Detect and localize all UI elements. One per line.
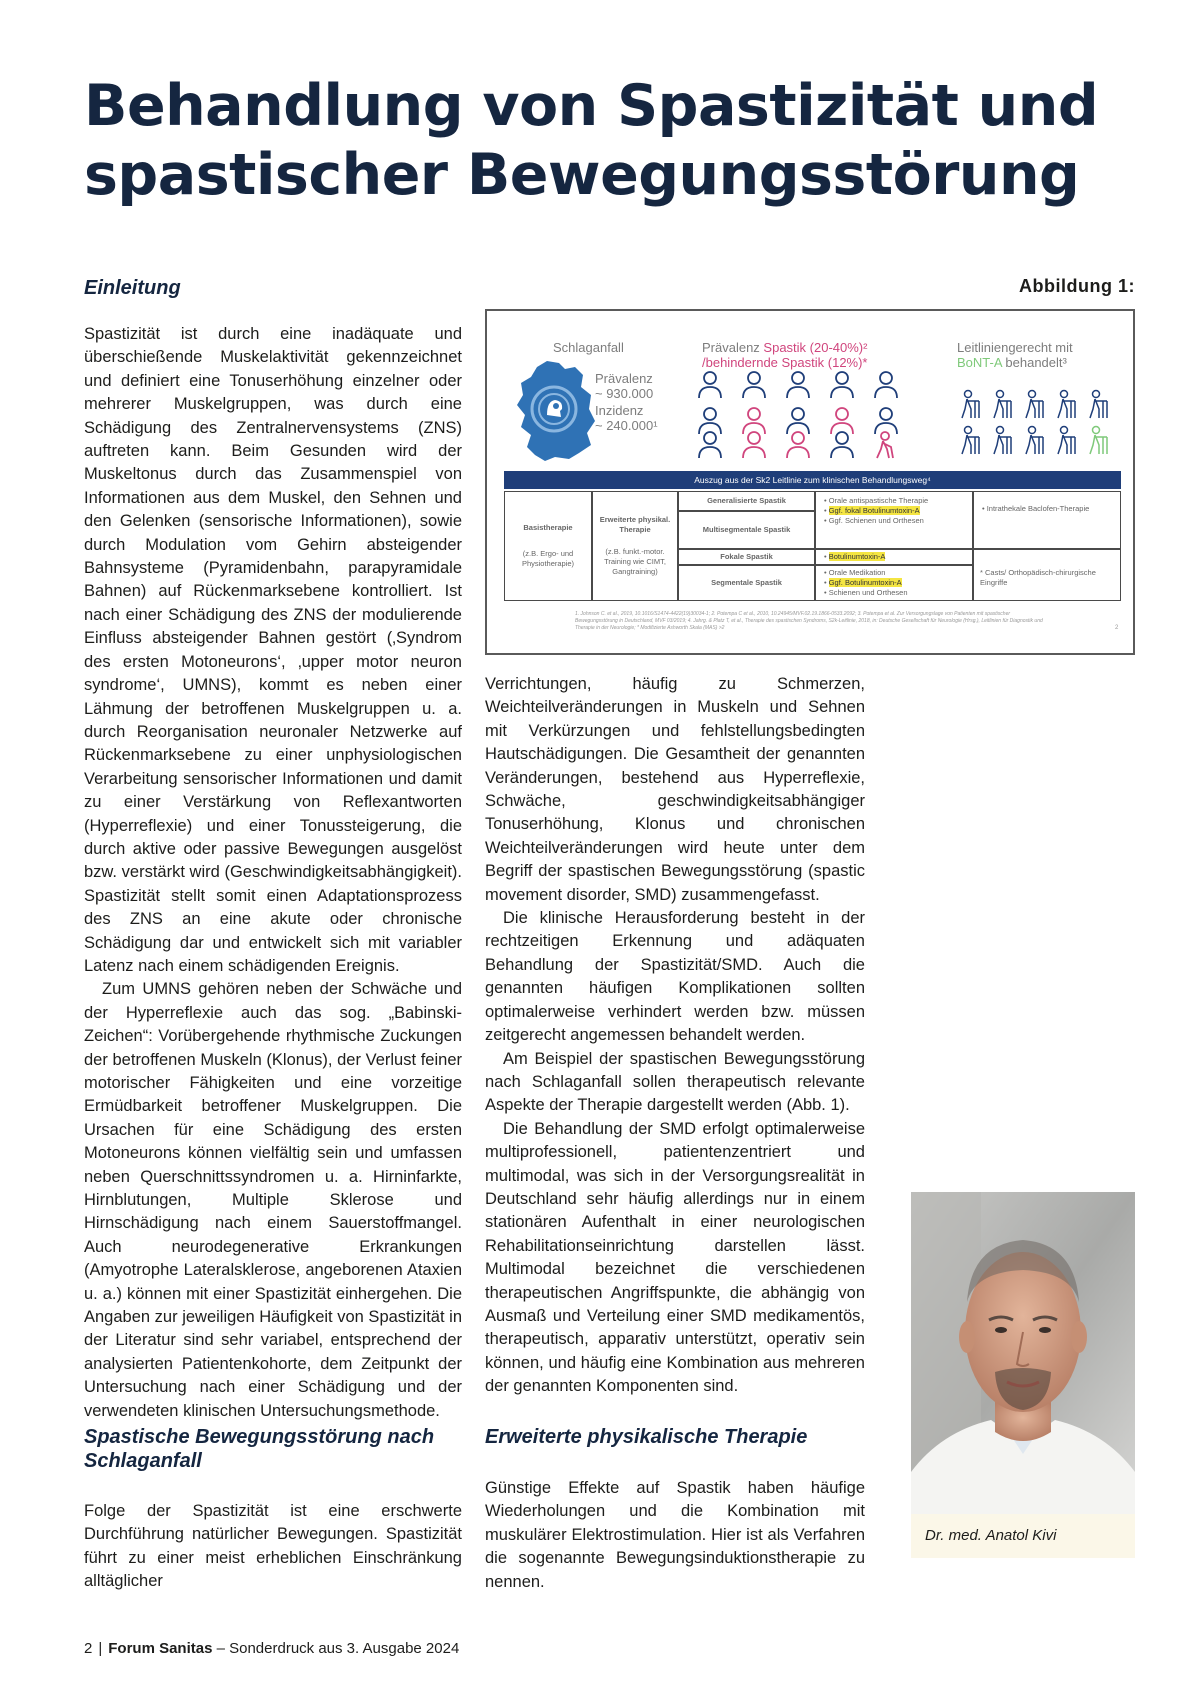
paragraph: Verrichtungen, häufig zu Schmerzen, Weichteilveränderungen in Muskeln und Sehnen mit Verkürzungen und fehlstellungsbedingten Hautschädigungen. Die Gesamtheit der genannten Veränderungen, bestehend aus Hyperreflexie, Schwäche, geschwindigkeitsabhängiger Tonuserhöhung, Klonus und chronischen Weichteilveränderungen wird heute unter dem Begriff der spastischen Bewegungsstörung (spastic movement disorder, SMD) zusammengefasst. xyxy=(485,675,865,904)
person-icon xyxy=(697,431,723,459)
paragraph: Am Beispiel der spastischen Bewegungsstörung nach Schlaganfall sollen therapeutisch relevante Aspekte der Therapie dargestellt werden (Abb. 1). xyxy=(485,1049,865,1115)
list-item: • Ggf. Schienen und Orthesen xyxy=(824,516,964,526)
table-title: Auszug aus der Sk2 Leitlinie zum klinischen Behandlungsweg⁴ xyxy=(504,471,1121,489)
figure-references: 1. Johnson C. et al., 2019, 10.1016/S1474-4422(19)30034-1; 2. Potempa C et al., 2010, 10.24945/MVF.02.19.1866-0533.2092; 3. Potempa et al. Zur Versorgungslage von Patienten mit spastischer Bewegungsstörung in Deutschland, MVF 03/2019; 4. Jahrg. & Platz T, et al., Therapie des spastischen Syndroms, S2k-Leitlinie, 2018, in: Deutsche Gesellschaft für Neurologie (Hrsg.), Leitlinien für Diagnostik und Therapie in der Neurologie; * Modifizierte Ashworth Skala (MAS) >2 xyxy=(575,611,1043,631)
paragraph: Günstige Effekte auf Spastik haben häufige Wiederholungen und die Kombination mit muskulärer Elektrostimulation. Hier ist als Verfahren die sogenannte Bewegungsinduktionstherapie zu nennen. xyxy=(485,1479,865,1591)
list-item: • Schienen und Orthesen xyxy=(824,588,964,598)
column-left-lower xyxy=(84,1500,462,1594)
person-icon xyxy=(741,371,767,399)
inzidenz-value: ~ 240.000¹ xyxy=(595,418,658,433)
inzidenz-label: Inzidenz xyxy=(595,403,644,418)
list-item xyxy=(824,552,964,562)
footer-issue: – Sonderdruck aus 3. Ausgabe 2024 xyxy=(212,1640,460,1657)
heading-einleitung: Einleitung xyxy=(84,277,181,299)
person-icon xyxy=(741,431,767,459)
erweiterte-therapie-subtitle: (z.B. funkt.-motor. Training wie CIMT, Gangtraining) xyxy=(604,547,666,576)
person-icon xyxy=(829,371,855,399)
basistherapie-title: Basistherapie xyxy=(523,523,573,532)
leitlinie-line1: Leitliniengerecht mit xyxy=(957,340,1073,355)
table-cell-casts: * Casts/ Orthopädisch-chirurgische Eingriffe xyxy=(973,549,1121,601)
people-row-3 xyxy=(697,431,899,459)
author-photo xyxy=(911,1192,1135,1514)
table-cell-fokale-spastik: Fokale Spastik xyxy=(678,549,815,565)
erweiterte-therapie-title: Erweiterte physikal. Therapie xyxy=(599,515,671,534)
basistherapie-subtitle: (z.B. Ergo- und Physiotherapie) xyxy=(521,549,575,568)
table-cell-multisegmentale-spastik: Multisegmentale Spastik xyxy=(678,511,815,549)
walker-person-icon xyxy=(1055,425,1077,455)
leitlinie-label xyxy=(957,340,1073,370)
paragraph: Folge der Spastizität ist eine erschwerte Durchführung natürlicher Bewegungen. Spastizität führt zu einer meist erheblichen Einschränkung alltäglicher xyxy=(84,1502,462,1591)
paragraph: Die Behandlung der SMD erfolgt optimalerweise multiprofessionell, patientenzentriert und multimodal, was sich in der Versorgungsrealität in Deutschland sehr häufig allerdings nur in einem stationären Aufenthalt in einer neurologischen Rehabilitationseinrichtung darstellen lässt. Multimodal bezeichnet die verschiedenen therapeutischen Angriffspunkte, die abhängig von Ausmaß und Verteilung einer SMD medikamentös, therapeutisch, apparativ unterstützt, operativ sein können, und häufig eine Kombination aus mehreren der genannten Komponenten sind. xyxy=(485,1119,865,1396)
person-icon xyxy=(873,371,899,399)
page-number: 2 xyxy=(84,1640,93,1657)
people-row-1 xyxy=(697,371,899,399)
list-item xyxy=(824,578,964,588)
heading-physikalische-therapie: Erweiterte physikalische Therapie xyxy=(485,1426,808,1448)
table-cell-therapy-list-3 xyxy=(815,565,973,601)
elderly-person-icon xyxy=(873,431,899,459)
footer-separator: | xyxy=(98,1640,103,1657)
figure-page-number: 2 xyxy=(1115,625,1119,631)
list-item: • Orale Medikation xyxy=(824,568,964,578)
table-cell-therapy-list-2 xyxy=(815,549,973,565)
praevalenz-value: ~ 930.000 xyxy=(595,386,654,401)
page-title: Behandlung von Spastizität und spastischer Bewegungsstörung xyxy=(84,73,1099,208)
walker-person-icon xyxy=(1055,389,1077,419)
table-cell-generalisierte-spastik: Generalisierte Spastik xyxy=(678,491,815,511)
list-item xyxy=(824,506,964,516)
highlighted-text: Botulinumtoxin-A xyxy=(828,552,886,561)
walker-row-2 xyxy=(959,425,1109,455)
table-cell-erweiterte-therapie xyxy=(592,491,678,601)
walker-person-icon xyxy=(959,389,981,419)
praevalenz-label: Prävalenz xyxy=(595,371,653,386)
behindernde-spastik-value: /behindernde Spastik (12%)* xyxy=(702,355,868,370)
figure-schlaganfall-label: Schlaganfall xyxy=(553,340,624,355)
table-cell-therapy-list-1 xyxy=(815,491,973,549)
table-cell-baclofen xyxy=(973,491,1121,549)
table-cell-segmentale-spastik: Segmentale Spastik xyxy=(678,565,815,601)
leitlinie-line2: behandelt³ xyxy=(1001,355,1067,370)
walker-person-icon xyxy=(1087,425,1109,455)
paragraph: Die klinische Herausforderung besteht in der rechtzeitigen Erkennung und adäquaten Behandlung der Spastizität/SMD. Auch die genannten häufigen Komplikationen sollten optimalerweise verhindert werden bzw. müssen zeitgerecht angemessen behandelt werden. xyxy=(485,909,865,1045)
paragraph: Zum UMNS gehören neben der Schwäche und der Hyperreflexie auch das sog. „Babinski-Zeichen“: Vorübergehende rhythmische Zuckungen der betroffenen Muskeln (Klonus), der Verlust feiner motorischer Fähigkeiten und eine vorzeitige Ermüdbarkeit betroffener Muskelgruppen. Die Ursachen für eine Schädigung des ersten Motoneurons können vielfältig sein und umfassen neben Querschnittssyndromen u. a. Hirninfarkte, Hirnblutungen, Multiple Sklerose und Hirnschädigung nach einem Sauerstoffmangel. Auch neurodegenerative Erkrankungen (Amyotrophe Lateralsklerose, angeborenen Ataxien u. a.) können mit einer Spastizität einhergehen. Die Angaben zur jeweiligen Häufigkeit von Spastizität in der Literatur sind sehr variabel, entsprechend der analysierten Patientenkohorte, dem Zeitpunkt der Untersuchung nach einer Schädigung und der verwendeten klinischen Untersuchungsmethode. xyxy=(84,980,462,1420)
praevalenz-spastik-prefix: Prävalenz xyxy=(702,340,764,355)
person-icon xyxy=(785,431,811,459)
walker-person-icon xyxy=(1087,389,1109,419)
column-left-upper xyxy=(84,323,462,1423)
walker-person-icon xyxy=(1023,425,1045,455)
walker-person-icon xyxy=(959,425,981,455)
person-icon xyxy=(785,371,811,399)
list-item: • Intrathekale Baclofen-Therapie xyxy=(982,504,1112,514)
column-middle-upper xyxy=(485,673,865,1399)
column-middle-lower xyxy=(485,1477,865,1594)
paragraph: Spastizität ist durch eine inadäquate und überschießende Muskelaktivität gekennzeichnet und definiert eine Tonuserhöhung einzelner oder mehrerer Muskelgruppen, was durch eine Schädigung des Zentralnervensystems (ZNS) auftreten kann. Beim Gesunden wird der Muskeltonus durch das Zusammenspiel von Informationen aus dem Muskel, den Sehnen und den Gelenken (sensorische Informationen), sowie durch Modulation vom Gehirn absteigender Bahnsysteme (Pyramidenbahn, parapyramidale Bahnen) auf Rückenmarksebene kontrolliert. Ist nach einer Schädigung des ZNS der modulierende Einfluss absteigender Bahnen gestört (‚Syndrom des ersten Motoneurons‘, ‚upper motor neuron syndrome‘, UMNS), kommt es neben einer Lähmung der betroffenen Muskelgruppen u. a. durch Reorganisation neuronaler Netzwerke auf Rückenmarksebene zu einer unphysiologischen Verarbeitung sensorischer Informationen und damit zu einer Verstärkung von Reflexantworten (Hyperreflexie) und einer Tonussteigerung, die durch aktive oder passive Bewegungen ausgelöst bzw. verstärkt wird (Geschwindigkeitsabhängigkeit). Spastizität stellt somit einen Adaptationsprozess des ZNS an eine akute oder chronische Schädigung dar und entwickelt sich mit variabler Latenz nach einem schädigenden Ereignis. xyxy=(84,325,462,975)
heading-schlaganfall: Spastische Bewegungsstörung nach Schlaganfall xyxy=(84,1426,435,1472)
walker-person-icon xyxy=(1023,389,1045,419)
list-item: • Orale antispastische Therapie xyxy=(824,496,964,506)
bont-a-label: BoNT-A xyxy=(957,355,1002,370)
highlighted-text: Ggf. fokal Botulinumtoxin-A xyxy=(828,506,920,515)
walker-person-icon xyxy=(991,425,1013,455)
footer-brand: Forum Sanitas xyxy=(108,1640,213,1657)
person-icon xyxy=(829,431,855,459)
highlighted-text: Ggf. Botulinumtoxin-A xyxy=(828,578,902,587)
praevalenz-spastik-label xyxy=(702,340,868,370)
person-icon xyxy=(697,371,723,399)
praevalenz-spastik-value: Spastik (20-40%)² xyxy=(763,340,868,355)
walker-person-icon xyxy=(991,389,1013,419)
figure-1 xyxy=(485,309,1135,655)
figure-label: Abbildung 1: xyxy=(1019,276,1135,296)
portrait-image xyxy=(911,1192,1135,1514)
page-footer xyxy=(84,1640,459,1657)
germany-map-icon xyxy=(509,359,601,464)
table-cell-basistherapie xyxy=(504,491,592,601)
walker-row-1 xyxy=(959,389,1109,419)
photo-caption: Dr. med. Anatol Kivi xyxy=(911,1514,1135,1558)
